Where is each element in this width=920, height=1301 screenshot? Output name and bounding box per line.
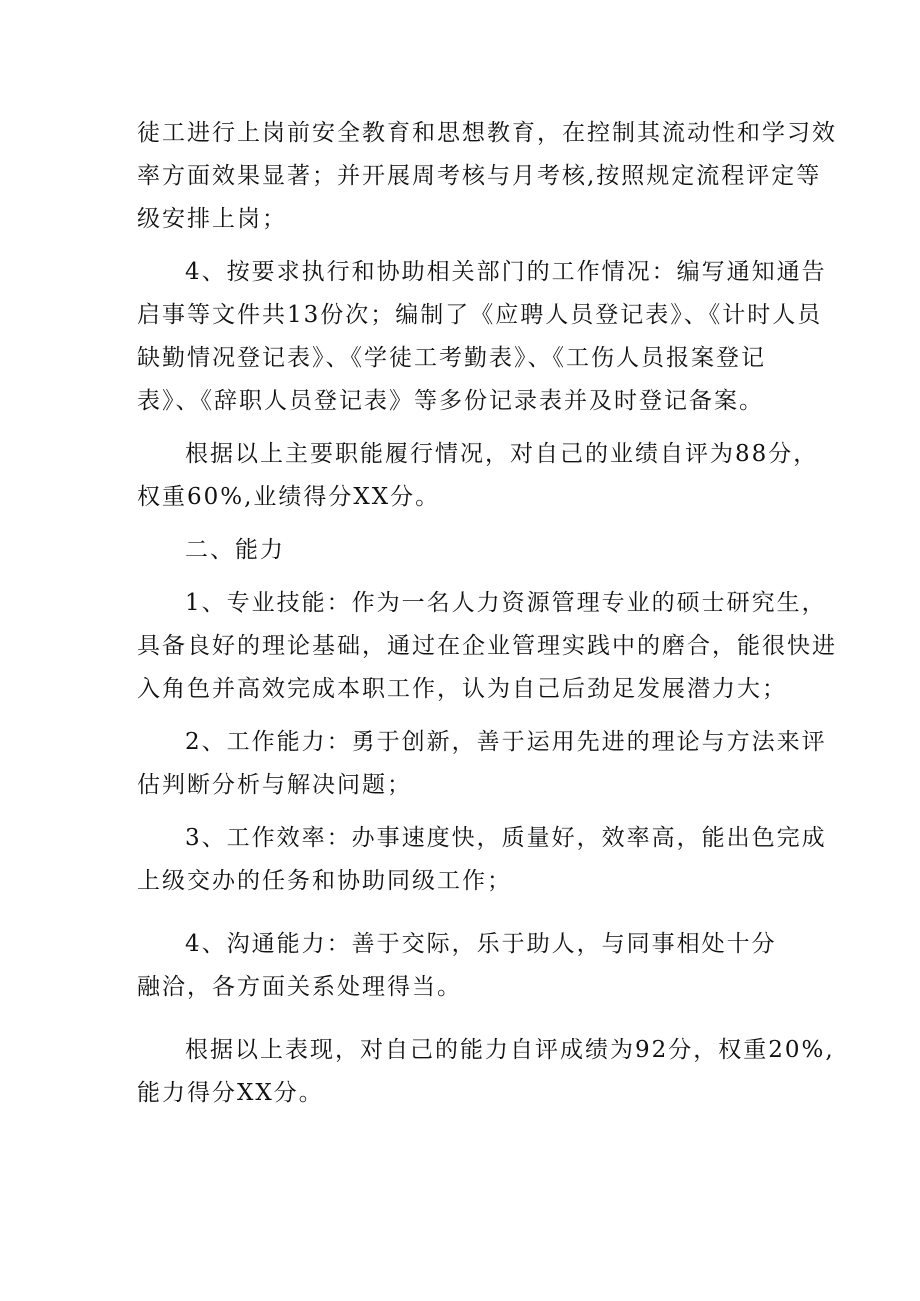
text-line: 能力得分XX分。 (137, 1080, 324, 1106)
text-line: 1、专业技能：作为一名人力资源管理专业的硕士研究生， (185, 590, 827, 616)
text-line: 根据以上表现，对自己的能力自评成绩为92分，权重20%, (185, 1037, 835, 1063)
heading-text: 二、能力 (185, 537, 285, 563)
text-line: 3、工作效率：办事速度快，质量好，效率高，能出色完成 (185, 825, 827, 851)
document-body (137, 112, 837, 1125)
text-line: 入角色并高效完成本职工作，认为自己后劲足发展潜力大； (137, 676, 787, 702)
text-line: 启事等文件共13份次；编制了《应聘人员登记表》、《计时人员 (137, 302, 823, 328)
text-line: 估判断分析与解决问题； (137, 772, 412, 798)
text-line: 率方面效果显著；并开展周考核与月考核,按照规定流程评定等 (137, 163, 822, 189)
text-line: 上级交办的任务和协助同级工作； (137, 868, 512, 894)
paragraph-ability-score (137, 1029, 835, 1115)
text-line: 表》、《辞职人员登记表》等多份记录表并及时登记备案。 (137, 388, 764, 414)
text-line: 权重60%,业绩得分XX分。 (137, 484, 441, 510)
paragraph-item-4-cooperation (137, 251, 827, 423)
text-line: 缺勤情况登记表》、《学徒工考勤表》、《工伤人员报案登记 (137, 345, 766, 371)
paragraph-work-ability (137, 721, 827, 807)
text-line: 根据以上主要职能履行情况，对自己的业绩自评为88分， (185, 441, 819, 467)
text-line: 4、沟通能力：善于交际，乐于助人，与同事相处十分 (185, 931, 777, 957)
text-line: 融洽，各方面关系处理得当。 (137, 974, 462, 1000)
text-line: 级安排上岗； (137, 206, 287, 232)
text-line: 2、工作能力：勇于创新，善于运用先进的理论与方法来评 (185, 729, 827, 755)
paragraph-communication (137, 923, 787, 1009)
paragraph-professional-skill (137, 582, 837, 711)
section-heading-ability (137, 529, 787, 572)
paragraph-work-efficiency (137, 817, 827, 903)
paragraph-performance-score (137, 433, 819, 519)
paragraph-apprentice-training (137, 112, 837, 241)
text-line: 具备良好的理论基础，通过在企业管理实践中的磨合，能很快进 (137, 633, 837, 659)
text-line: 徒工进行上岗前安全教育和思想教育，在控制其流动性和学习效 (137, 120, 837, 146)
text-line: 4、按要求执行和协助相关部门的工作情况：编写通知通告 (185, 259, 827, 285)
